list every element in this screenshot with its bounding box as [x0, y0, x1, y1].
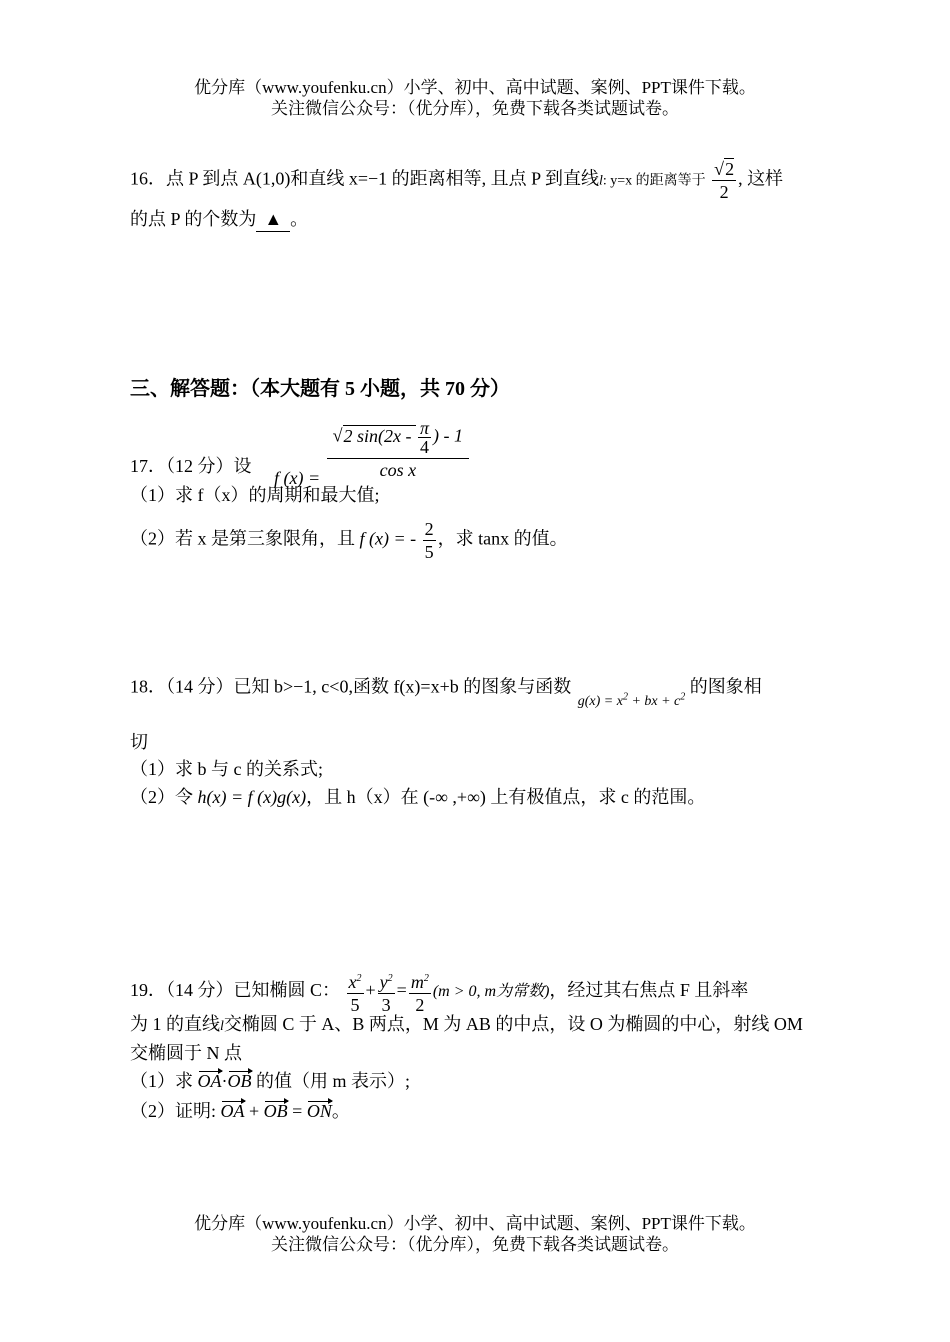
q19-d2: 2: [415, 995, 425, 1015]
q17-fraction: √2 sin(2x - $\frac{\pi}{4}$ ) - 1 cos x: [327, 419, 469, 481]
q19-part-1: （1）求 OA·OB 的值（用 m 表示）;: [130, 1071, 411, 1091]
q19-part2-b: 。: [331, 1101, 350, 1121]
q16-line2-b: 。: [290, 209, 309, 229]
q16-line-1: [130, 158, 783, 203]
q19-frac-x: $\frac{x^2}{5}$: [347, 968, 364, 1016]
q18-part2-a: （2）令: [130, 787, 193, 807]
q16-text-a: 16．点 P 到点 A(1,0)和直线 x=−1 的距离相等, 且点 P 到直线: [130, 168, 599, 189]
q19-line-name: l: [220, 1019, 224, 1034]
q19-text-a: 19．（14 分）已知椭圆 C：: [130, 980, 341, 1001]
q17-pi: π: [420, 418, 430, 438]
q16-line-name: l: [598, 173, 603, 189]
q18-line-2: 切: [130, 732, 148, 752]
q19-d5: 5: [350, 995, 360, 1015]
q19-part2-a: （2）证明:: [130, 1101, 217, 1121]
q17-part2-b: ，求 tanx 的值。: [437, 528, 568, 549]
q17-part2-den: 5: [424, 542, 434, 562]
q17-part2-frac: [423, 518, 436, 563]
footer-line-1: 优分库（www.youfenku.cn）小学、初中、高中试题、案例、PPT课件下载。: [194, 1214, 756, 1233]
q16-fraction: $\frac{√2}{2}$: [714, 159, 735, 202]
q18-part-1: （1）求 b 与 c 的关系式;: [130, 759, 323, 779]
q17-pi-frac: [418, 419, 431, 456]
q17-den: cos x: [379, 460, 417, 480]
q18-bx-text: + bx + c: [627, 693, 681, 709]
footer-line-2: 关注微信公众号：（优分库），免费下载各类试题试卷。: [271, 1235, 679, 1254]
q18-gx-text: g(x) = x: [577, 693, 623, 709]
q16-frac-den: 2: [719, 182, 729, 202]
q18-part2-b: ，且 h（x）在 (-∞ ,+∞) 上有极值点，求 c 的范围。: [306, 787, 706, 807]
q19-part1-a: （1）求: [130, 1071, 193, 1091]
q19-y2: y: [379, 972, 388, 992]
header-line-2: 关注微信公众号：（优分库），免费下载各类试题试卷。: [271, 99, 679, 118]
q18-part-2: [130, 785, 705, 809]
q16-line-2: [130, 207, 308, 232]
vector-on: ON: [306, 1101, 332, 1121]
q19-frac-y: $\frac{y^2}{3}$: [378, 968, 395, 1016]
q19-m2: m: [410, 972, 424, 992]
q19-text-b: ，经过其右焦点 F 且斜率: [549, 980, 749, 1001]
q16-text-b: : y=x 的距离等于: [602, 173, 706, 189]
q16-answer-blank: ▲: [256, 207, 290, 232]
q17-part-2: [130, 518, 568, 563]
q18-line-1: [130, 673, 762, 709]
q17-num: 2 sin(2x -: [343, 425, 416, 446]
q18-gx: g(x) = x2 + bx + c2: [577, 691, 686, 709]
q16-text-c: , 这样: [738, 168, 784, 189]
q16-line2-a: 的点 P 的个数为: [130, 209, 257, 229]
q18-text-a: 18．（14 分）已知 b>−1, c<0,函数 f(x)=x+b 的图象与函数: [130, 676, 572, 697]
q17-line-1: [130, 419, 471, 490]
page-footer: [0, 1213, 950, 1255]
vector-oa-2: OA: [220, 1101, 245, 1121]
q19-d3: 3: [381, 995, 391, 1015]
q19-line2-a: 为 1 的直线: [130, 1014, 220, 1034]
section-title: 三、解答题：（本大题有 5 小题，共 70 分）: [130, 378, 510, 400]
q18-part2-expr: h(x) = f (x)g(x): [197, 787, 307, 807]
q19-part-2: （2）证明: OA + OB = ON。: [130, 1101, 350, 1121]
q19-frac-m: $\frac{m^2}{2}$: [409, 968, 431, 1016]
q17-four: 4: [420, 437, 430, 457]
q19-line-1: 19．（14 分）已知椭圆 C： $\frac{x^2}{5}$ + $\frac{y^2}{3}$ = $\frac{m^2}{2}$ (m > 0, m为常数)，经过其右焦点 F 且斜率: [130, 968, 748, 1016]
q17-part-1: （1）求 f（x）的周期和最大值;: [130, 485, 380, 505]
q17-part2-num: 2: [424, 519, 434, 539]
q19-line-3: 交椭圆于 N 点: [130, 1043, 242, 1063]
q19-part1-b: 的值（用 m 表示）;: [256, 1071, 411, 1091]
q17-part2-a: （2）若 x 是第三象限角，且: [130, 528, 355, 549]
q17-lhs: f (x) =: [274, 468, 321, 488]
vector-oa: OA: [197, 1071, 222, 1091]
q17-part2-expr: f (x) = -: [359, 528, 417, 549]
q19-cond: (m > 0, m为常数): [432, 983, 550, 1001]
q19-line2-b: 交椭圆 C 于 A、B 两点，M 为 AB 的中点，设 O 为椭圆的中心，射线 OM: [223, 1014, 803, 1034]
q17-num-end: ) - 1: [433, 425, 464, 446]
q16-frac-num: 2: [725, 159, 735, 179]
q19-x2: x: [348, 972, 357, 992]
header-line-1: 优分库（www.youfenku.cn）小学、初中、高中试题、案例、PPT课件下载。: [194, 78, 756, 97]
q19-line-2: [130, 1012, 803, 1039]
vector-ob-2: OB: [263, 1101, 288, 1121]
q18-text-b: 的图象相: [689, 676, 762, 697]
q17-label: 17．（12 分）设: [130, 455, 252, 476]
page-header: [0, 77, 950, 119]
vector-ob: OB: [227, 1071, 252, 1091]
